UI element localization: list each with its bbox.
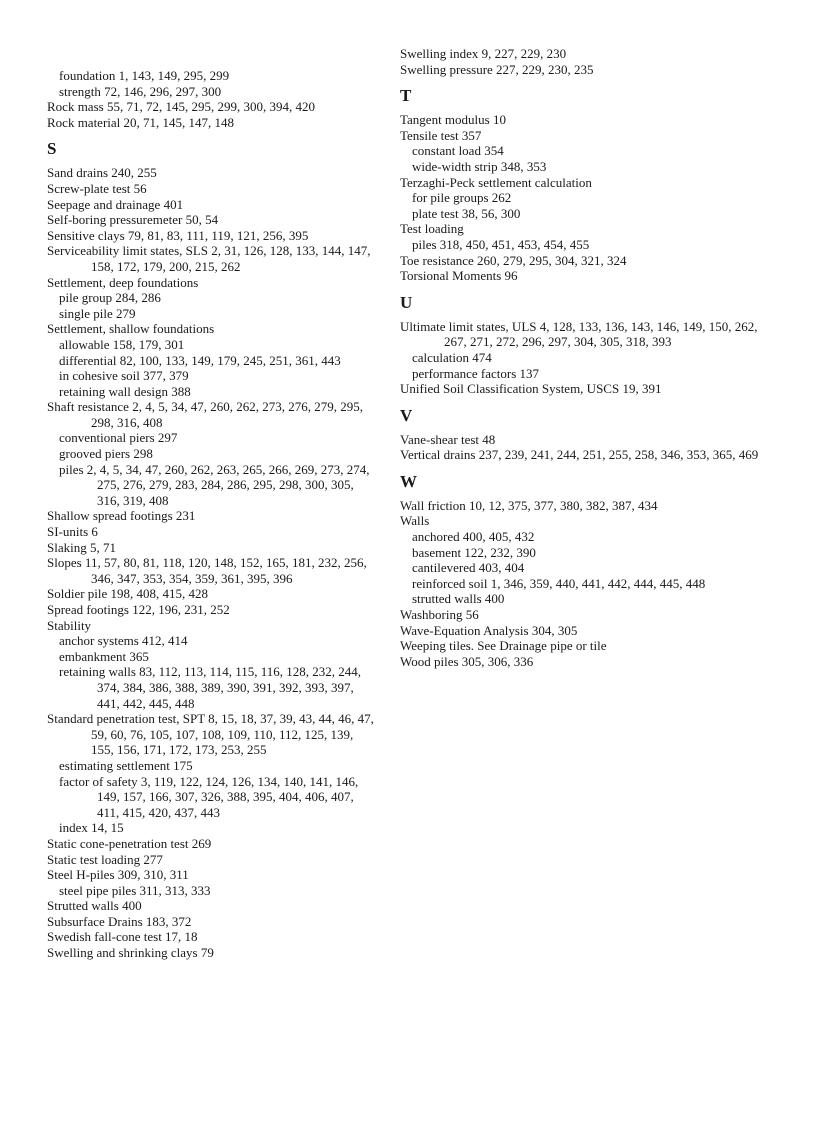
index-entry-text: Settlement, shallow foundations xyxy=(47,321,215,337)
index-entry-text: retaining wall design 388 xyxy=(59,383,191,399)
index-letter-heading: U xyxy=(400,292,413,312)
index-entry-text: calculation 474 xyxy=(412,349,492,365)
index-entry-text: wide-width strip 348, 353 xyxy=(412,158,547,174)
index-subentry xyxy=(47,633,377,649)
index-entry-text: grooved piers 298 xyxy=(59,446,153,462)
index-entry-text: strutted walls 400 xyxy=(412,591,505,607)
index-entry xyxy=(47,914,377,930)
index-entry-text: plate test 38, 56, 300 xyxy=(412,205,521,221)
index-entry-text: Sand drains 240, 255 xyxy=(47,165,157,181)
index-entry-text: Self-boring pressuremeter 50, 54 xyxy=(47,212,219,228)
index-entry xyxy=(400,112,770,128)
index-entry-text: Sensitive clays 79, 81, 83, 111, 119, 121, 256, 395 xyxy=(47,227,309,243)
index-entry-text: retaining walls 83, 112, 113, 114, 115, 116, 128, 232, 244, 374, 384, 386, 388, 389, 390, 391, 392, 393, 397, 441, 442, 445, 448 xyxy=(59,664,361,711)
index-entry-text: pile group 284, 286 xyxy=(59,290,161,306)
index-entry-text: Steel H-piles 309, 310, 311 xyxy=(47,867,189,883)
index-entry xyxy=(47,555,377,586)
index-entry-text: Slaking 5, 71 xyxy=(47,539,116,555)
index-entry xyxy=(400,654,770,670)
index-entry xyxy=(47,524,377,540)
index-entry xyxy=(400,381,770,397)
index-entry xyxy=(47,399,377,430)
index-entry xyxy=(47,586,377,602)
index-entry-text: Vane-shear test 48 xyxy=(400,431,496,447)
index-entry-text: Rock material 20, 71, 145, 147, 148 xyxy=(47,114,235,130)
index-entry-text: Subsurface Drains 183, 372 xyxy=(47,913,192,929)
index-entry xyxy=(47,275,377,291)
index-entry-text: steel pipe piles 311, 313, 333 xyxy=(59,882,211,898)
index-subentry xyxy=(400,237,770,253)
index-subentry xyxy=(47,774,377,821)
index-entry xyxy=(47,618,377,634)
index-entry-text: Tangent modulus 10 xyxy=(400,112,506,128)
index-entry-text: conventional piers 297 xyxy=(59,430,178,446)
index-entry-text: Strutted walls 400 xyxy=(47,898,142,914)
index-entry-text: single pile 279 xyxy=(59,305,136,321)
index-entry-text: Wall friction 10, 12, 375, 377, 380, 382, 387, 434 xyxy=(400,497,658,513)
index-entry xyxy=(47,852,377,868)
index-entry-text: Tensile test 357 xyxy=(400,127,482,143)
index-entry xyxy=(47,181,377,197)
index-subentry xyxy=(47,68,377,84)
index-entry-text: Washboring 56 xyxy=(400,607,479,623)
index-entry xyxy=(47,898,377,914)
index-subentry xyxy=(47,758,377,774)
index-entry-text: SI-units 6 xyxy=(47,524,98,540)
index-entry-text: constant load 354 xyxy=(412,143,504,159)
index-letter-heading: S xyxy=(47,139,57,159)
index-entry-text: differential 82, 100, 133, 149, 179, 245, 251, 361, 443 xyxy=(59,352,341,368)
index-entry xyxy=(47,321,377,337)
index-entry xyxy=(400,513,770,529)
index-entry-text: Walls xyxy=(400,513,430,529)
index-column-right xyxy=(400,46,770,669)
index-entry-text: Ultimate limit states, ULS 4, 128, 133, 136, 143, 146, 149, 150, 262, 267, 271, 272, 296, 297, 304, 305, 318, 393 xyxy=(400,318,758,350)
index-column-left xyxy=(47,68,377,961)
index-entry-text: Torsional Moments 96 xyxy=(400,268,518,284)
index-entry-text: Soldier pile 198, 408, 415, 428 xyxy=(47,586,209,602)
index-entry-text: Swelling and shrinking clays 79 xyxy=(47,945,214,961)
index-entry xyxy=(400,498,770,514)
index-subentry xyxy=(47,368,377,384)
index-entry-text: anchored 400, 405, 432 xyxy=(412,529,535,545)
index-subentry xyxy=(400,350,770,366)
index-entry xyxy=(400,62,770,78)
index-subentry xyxy=(47,337,377,353)
index-entry-text: Static cone-penetration test 269 xyxy=(47,835,212,851)
index-entry xyxy=(400,319,770,350)
index-subentry xyxy=(47,430,377,446)
index-subentry xyxy=(47,84,377,100)
index-entry-text: Seepage and drainage 401 xyxy=(47,196,184,212)
index-subentry xyxy=(47,883,377,899)
index-subentry xyxy=(400,143,770,159)
index-subentry xyxy=(47,384,377,400)
index-entry-text: Static test loading 277 xyxy=(47,851,163,867)
index-entry xyxy=(400,253,770,269)
index-entry-text: reinforced soil 1, 346, 359, 440, 441, 442, 444, 445, 448 xyxy=(412,575,706,591)
index-subentry xyxy=(47,664,377,711)
index-letter-heading: W xyxy=(400,471,417,491)
index-entry-text: strength 72, 146, 296, 297, 300 xyxy=(59,83,222,99)
index-entry-text: Rock mass 55, 71, 72, 145, 295, 299, 300, 394, 420 xyxy=(47,99,315,115)
index-entry-text: Wood piles 305, 306, 336 xyxy=(400,653,534,669)
index-entry-text: piles 318, 450, 451, 453, 454, 455 xyxy=(412,236,590,252)
index-entry-text: Unified Soil Classification System, USCS 19, 391 xyxy=(400,381,662,397)
index-entry xyxy=(400,447,770,463)
index-entry xyxy=(47,115,377,131)
index-entry-text: Shaft resistance 2, 4, 5, 34, 47, 260, 262, 273, 276, 279, 295, 298, 316, 408 xyxy=(47,399,363,430)
index-subentry xyxy=(47,446,377,462)
index-subentry xyxy=(400,366,770,382)
index-entry-text: Swedish fall-cone test 17, 18 xyxy=(47,929,198,945)
index-entry-text: anchor systems 412, 414 xyxy=(59,633,188,649)
index-entry-text: in cohesive soil 377, 379 xyxy=(59,368,189,384)
index-entry xyxy=(47,197,377,213)
index-entry-text: cantilevered 403, 404 xyxy=(412,560,525,576)
index-subentry xyxy=(47,462,377,509)
index-entry-text: Shallow spread footings 231 xyxy=(47,508,196,524)
index-entry-text: Wave-Equation Analysis 304, 305 xyxy=(400,622,578,638)
index-subentry xyxy=(47,649,377,665)
index-entry xyxy=(47,867,377,883)
index-letter-heading: T xyxy=(400,86,412,106)
index-entry-text: performance factors 137 xyxy=(412,365,540,381)
index-entry xyxy=(47,228,377,244)
index-entry xyxy=(400,175,770,191)
index-entry xyxy=(400,432,770,448)
index-subentry xyxy=(47,353,377,369)
index-entry xyxy=(47,929,377,945)
index-entry-text: Vertical drains 237, 239, 241, 244, 251, 255, 258, 346, 353, 365, 469 xyxy=(400,447,759,463)
index-entry xyxy=(47,99,377,115)
index-subentry xyxy=(400,529,770,545)
index-entry xyxy=(400,268,770,284)
index-entry xyxy=(47,711,377,758)
index-entry xyxy=(47,836,377,852)
index-entry xyxy=(400,638,770,654)
index-entry-text: Standard penetration test, SPT 8, 15, 18, 37, 39, 43, 44, 46, 47, 59, 60, 76, 105, 107, 108, 109, 110, 112, 125, 139, 155, 156, 171, 172, 173, 253, 255 xyxy=(47,711,374,758)
index-entry-text: Terzaghi-Peck settlement calculation xyxy=(400,174,592,190)
index-entry xyxy=(47,602,377,618)
index-subentry xyxy=(400,576,770,592)
index-entry-text: foundation 1, 143, 149, 295, 299 xyxy=(59,68,230,83)
index-entry-text: Screw-plate test 56 xyxy=(47,180,147,196)
index-entry xyxy=(400,46,770,62)
index-entry xyxy=(47,165,377,181)
index-entry-text: piles 2, 4, 5, 34, 47, 260, 262, 263, 265, 266, 269, 273, 274, 275, 276, 279, 283, 284, 286, 295, 298, 300, 305, 316, 319, 408 xyxy=(59,461,370,508)
index-entry-text: Stability xyxy=(47,617,92,633)
index-entry xyxy=(400,607,770,623)
index-entry xyxy=(400,623,770,639)
index-subentry xyxy=(400,560,770,576)
index-entry xyxy=(47,508,377,524)
index-entry-text: allowable 158, 179, 301 xyxy=(59,336,185,352)
index-subentry xyxy=(47,306,377,322)
index-entry-text: Spread footings 122, 196, 231, 252 xyxy=(47,602,230,617)
index-subentry xyxy=(400,190,770,206)
index-entry-text: for pile groups 262 xyxy=(412,190,512,206)
index-entry-text: factor of safety 3, 119, 122, 124, 126, 134, 140, 141, 146, 149, 157, 166, 307, 326, 388, 395, 404, 406, 407, 411, 415, 420, 437, 443 xyxy=(59,773,359,820)
index-entry-text: index 14, 15 xyxy=(59,820,124,836)
index-entry xyxy=(47,212,377,228)
index-subentry xyxy=(400,591,770,607)
index-subentry xyxy=(400,159,770,175)
index-entry-text: basement 122, 232, 390 xyxy=(412,544,536,560)
index-subentry xyxy=(47,290,377,306)
index-letter-heading: V xyxy=(400,405,413,425)
index-entry-text: Slopes 11, 57, 80, 81, 118, 120, 148, 152, 165, 181, 232, 256, 346, 347, 353, 354, 359, 361, 395, 396 xyxy=(47,555,367,586)
index-entry-text: embankment 365 xyxy=(59,648,149,664)
index-entry xyxy=(47,945,377,961)
index-entry xyxy=(47,540,377,556)
index-subentry xyxy=(47,820,377,836)
index-entry-text: Serviceability limit states, SLS 2, 31, 126, 128, 133, 144, 147, 158, 172, 179, 200, 215, 262 xyxy=(47,243,371,274)
index-subentry xyxy=(400,545,770,561)
index-entry xyxy=(400,128,770,144)
index-subentry xyxy=(400,206,770,222)
index-entry-text: Weeping tiles. See Drainage pipe or tile xyxy=(400,638,607,654)
index-entry-text: Swelling pressure 227, 229, 230, 235 xyxy=(400,61,594,77)
index-entry-text: Test loading xyxy=(400,221,464,237)
index-entry xyxy=(400,221,770,237)
index-entry-text: Settlement, deep foundations xyxy=(47,274,199,290)
index-entry xyxy=(47,243,377,274)
index-entry-text: Toe resistance 260, 279, 295, 304, 321, 324 xyxy=(400,252,627,268)
index-entry-text: Swelling index 9, 227, 229, 230 xyxy=(400,46,567,61)
index-entry-text: estimating settlement 175 xyxy=(59,757,193,773)
